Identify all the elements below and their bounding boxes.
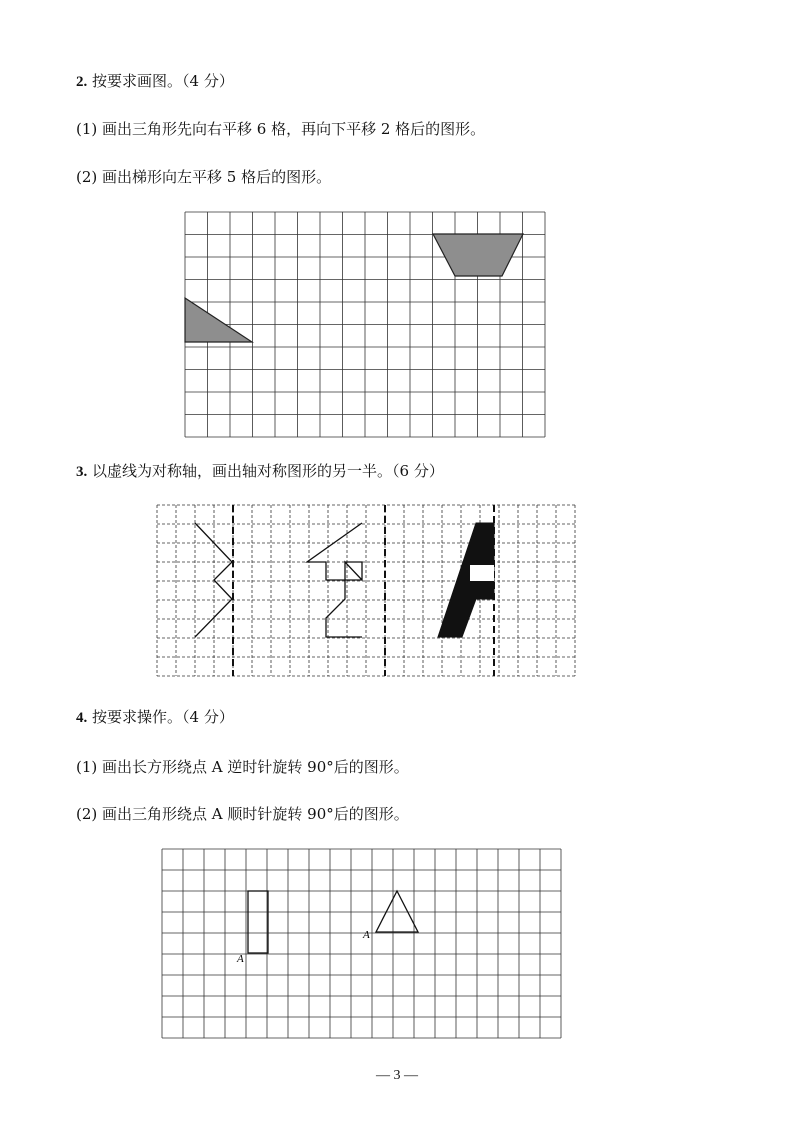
q3-number: 3. xyxy=(76,464,88,480)
page-number: — 3 — xyxy=(376,1068,418,1083)
grid-translation xyxy=(185,212,545,437)
grid-rotation-lines xyxy=(162,849,561,1038)
symmetry-figure-middle xyxy=(307,523,362,637)
q4-sub2: (2) 画出三角形绕点 A 顺时针旋转 90°后的图形。 xyxy=(76,805,409,823)
symmetry-figure-left xyxy=(195,523,232,637)
symmetry-figure-right-notch xyxy=(470,565,494,581)
trapezoid-shape xyxy=(433,234,523,276)
label-a-rect: A xyxy=(237,953,244,965)
q3-title: 以虚线为对称轴，画出轴对称图形的另一半。（6 分） xyxy=(92,462,444,480)
q2-sub2: (2) 画出梯形向左平移 5 格后的图形。 xyxy=(76,168,332,186)
grid-symmetry-lines xyxy=(157,505,575,676)
label-a-triangle: A xyxy=(363,929,370,941)
q2-title: 按要求画图。（4 分） xyxy=(92,72,234,90)
rotation-triangle-shape xyxy=(376,891,418,932)
q2-number: 2. xyxy=(76,74,88,90)
q4-title: 按要求操作。（4 分） xyxy=(92,708,234,726)
q2-sub1: (1) 画出三角形先向右平移 6 格，再向下平移 2 格后的图形。 xyxy=(76,120,486,138)
rectangle-shape xyxy=(248,891,268,953)
grid-symmetry xyxy=(157,505,575,676)
triangle-shape xyxy=(185,298,252,342)
grid-rotation xyxy=(162,849,561,1038)
q4-number: 4. xyxy=(76,710,88,726)
q4-sub1: (1) 画出长方形绕点 A 逆时针旋转 90°后的图形。 xyxy=(76,758,409,776)
